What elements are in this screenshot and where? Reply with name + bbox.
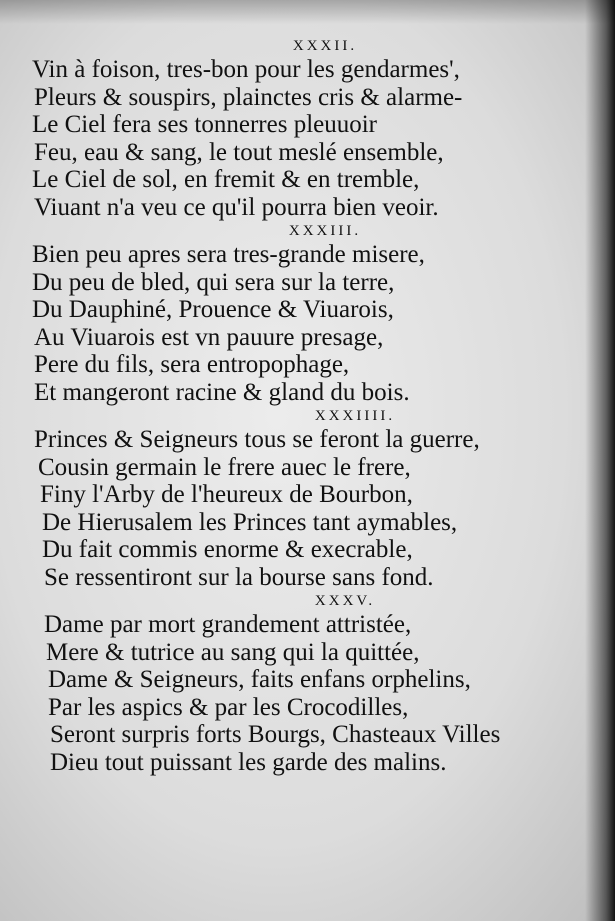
verse-line: Vin à foison, tres-bon pour les gendarmes', [32,56,460,83]
verse-line: Se ressentiront sur la bourse sans fond. [44,563,434,591]
verse-line: Du peu de bled, qui sera sur la terre, [32,268,395,296]
stanza-numeral: XXXII. [292,38,358,54]
verse-line: Dieu tout puissant les garde des malins. [50,748,447,776]
verse-line: Le Ciel fera ses tonnerres pleuuoir [32,111,378,138]
verse-line: Au Viuarois est vn pauure presage, [34,323,384,351]
verse-line: Feu, eau & sang, le tout meslé ensemble, [34,138,444,166]
verse-line: Dame par mort grandement attristée, [44,611,412,638]
verse-line: Dame & Seigneurs, faits enfans orphelins, [48,666,471,693]
verse-line: Seront surpris forts Bourgs, Chasteaux Villes [50,721,501,748]
stanza [30,591,595,776]
verse-line: Par les aspics & par les Crocodilles, [48,693,409,721]
verse-line: Du Dauphiné, Prouence & Viuarois, [32,296,394,323]
stanza [30,36,595,221]
verse-line: Pere du fils, sera entropophage, [34,351,350,378]
poem-text [30,36,595,776]
verse-line: Finy l'Arby de l'heureux de Bourbon, [40,481,413,508]
stanza-numeral: XXXIIII. [314,408,396,424]
verse-line: Du fait commis enorme & execrable, [42,536,413,563]
verse-line: Viuant n'a veu ce qu'il pourra bien veoir. [34,193,439,221]
verse-line: Et mangeront racine & gland du bois. [34,378,410,406]
stanza [30,406,595,591]
verse-line: Pleurs & souspirs, plainctes cris & alarme- [34,83,463,111]
stanza [30,221,595,406]
stanza-numeral: XXXV. [314,593,376,609]
verse-line: De Hierusalem les Princes tant aymables, [42,508,458,536]
top-page-shadow [0,0,615,24]
verse-line: Cousin germain le frere auec le frere, [38,453,411,481]
stanza-numeral: XXXIII. [288,223,362,239]
verse-line: Le Ciel de sol, en fremit & en tremble, [32,166,420,193]
verse-line: Princes & Seigneurs tous se feront la guerre, [34,426,480,453]
verse-line: Mere & tutrice au sang qui la quittée, [46,638,420,666]
verse-line: Bien peu apres sera tres-grande misere, [32,241,425,268]
